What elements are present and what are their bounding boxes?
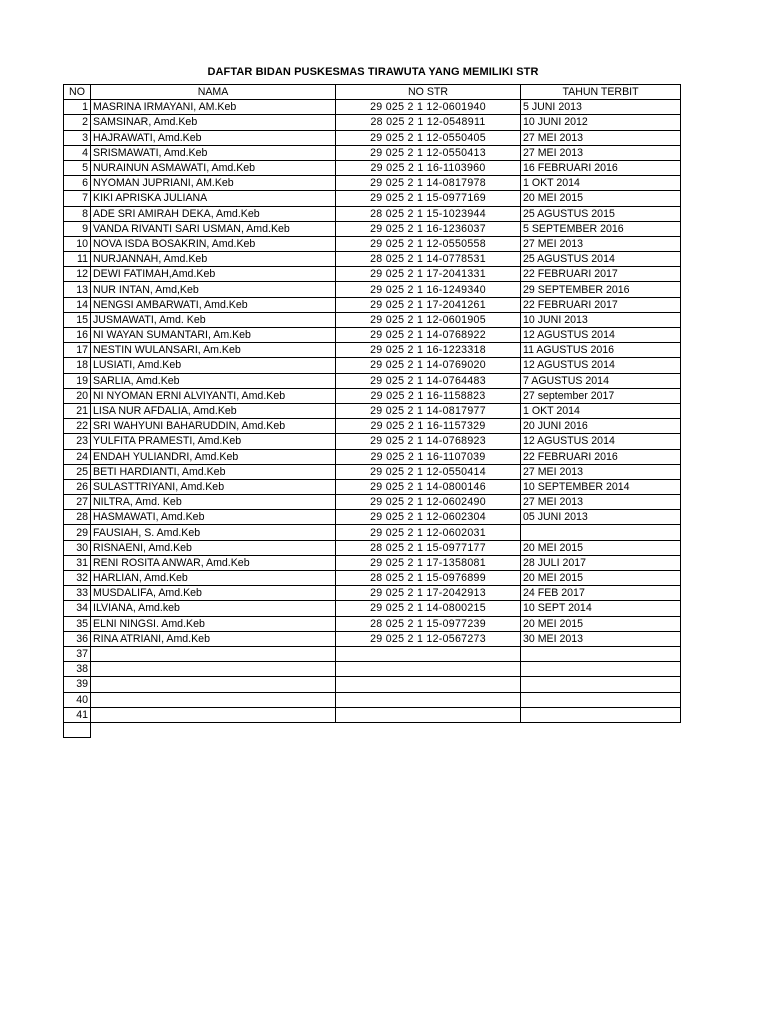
issue-date-cell: 20 MEI 2015 (521, 540, 681, 555)
issue-date-cell: 27 MEI 2013 (521, 236, 681, 251)
row-number: 8 (64, 206, 91, 221)
str-number-cell: 29 025 2 1 12-0550414 (336, 464, 521, 479)
row-number: 28 (64, 510, 91, 525)
table-row (64, 236, 681, 251)
issue-date-cell: 10 SEPTEMBER 2014 (521, 479, 681, 494)
name-cell (91, 692, 336, 707)
table-row (64, 115, 681, 130)
header-no: NO (64, 85, 91, 100)
str-number-cell: 29 025 2 1 12-0602031 (336, 525, 521, 540)
issue-date-cell: 12 AGUSTUS 2014 (521, 358, 681, 373)
table-row (64, 646, 681, 661)
table-row (64, 434, 681, 449)
header-no-str: NO STR (336, 85, 521, 100)
issue-date-cell: 29 SEPTEMBER 2016 (521, 282, 681, 297)
str-number-cell: 29 025 2 1 12-0550405 (336, 130, 521, 145)
issue-date-cell (521, 707, 681, 722)
table-row (64, 616, 681, 631)
row-number: 14 (64, 297, 91, 312)
table-row (64, 510, 681, 525)
name-cell: KIKI APRISKA JULIANA (91, 191, 336, 206)
name-cell: JUSMAWATI, Amd. Keb (91, 312, 336, 327)
row-number: 40 (64, 692, 91, 707)
row-number: 35 (64, 616, 91, 631)
table-row (64, 343, 681, 358)
str-number-cell: 28 025 2 1 15-0976899 (336, 571, 521, 586)
name-cell: NURAINUN ASMAWATI, Amd.Keb (91, 160, 336, 175)
issue-date-cell: 16 FEBRUARI 2016 (521, 160, 681, 175)
row-number: 21 (64, 403, 91, 418)
str-number-cell: 29 025 2 1 17-2041331 (336, 267, 521, 282)
issue-date-cell: 27 MEI 2013 (521, 130, 681, 145)
row-number: 18 (64, 358, 91, 373)
row-number: 15 (64, 312, 91, 327)
issue-date-cell: 11 AGUSTUS 2016 (521, 343, 681, 358)
row-number: 3 (64, 130, 91, 145)
issue-date-cell: 10 JUNI 2013 (521, 312, 681, 327)
table-row (64, 495, 681, 510)
str-number-cell: 29 025 2 1 12-0601940 (336, 100, 521, 115)
issue-date-cell: 7 AGUSTUS 2014 (521, 373, 681, 388)
row-number: 33 (64, 586, 91, 601)
table-row (64, 555, 681, 570)
issue-date-cell (521, 692, 681, 707)
row-number: 25 (64, 464, 91, 479)
str-number-cell: 28 025 2 1 12-0548911 (336, 115, 521, 130)
row-number: 20 (64, 388, 91, 403)
str-number-cell: 29 025 2 1 17-2041261 (336, 297, 521, 312)
issue-date-cell (521, 677, 681, 692)
str-number-cell: 29 025 2 1 12-0602304 (336, 510, 521, 525)
name-cell: NENGSI AMBARWATI, Amd.Keb (91, 297, 336, 312)
name-cell: NURJANNAH, Amd.Keb (91, 252, 336, 267)
issue-date-cell: 22 FEBRUARI 2016 (521, 449, 681, 464)
name-cell: HAJRAWATI, Amd.Keb (91, 130, 336, 145)
str-number-cell: 29 025 2 1 15-0977169 (336, 191, 521, 206)
issue-date-cell (521, 646, 681, 661)
issue-date-cell: 30 MEI 2013 (521, 631, 681, 646)
name-cell: RINA ATRIANI, Amd.Keb (91, 631, 336, 646)
issue-date-cell: 25 AGUSTUS 2015 (521, 206, 681, 221)
name-cell: NUR INTAN, Amd,Keb (91, 282, 336, 297)
table-row (64, 297, 681, 312)
issue-date-cell: 5 SEPTEMBER 2016 (521, 221, 681, 236)
table-row (64, 160, 681, 175)
str-number-cell: 29 025 2 1 16-1249340 (336, 282, 521, 297)
table-row (64, 100, 681, 115)
name-cell: ENDAH YULIANDRI, Amd.Keb (91, 449, 336, 464)
row-number: 30 (64, 540, 91, 555)
issue-date-cell: 10 JUNI 2012 (521, 115, 681, 130)
row-number-empty (64, 722, 91, 737)
str-number-cell: 28 025 2 1 15-1023944 (336, 206, 521, 221)
name-cell: RENI ROSITA ANWAR, Amd.Keb (91, 555, 336, 570)
str-number-cell: 29 025 2 1 16-1107039 (336, 449, 521, 464)
name-cell: RISNAENI, Amd.Keb (91, 540, 336, 555)
name-cell: LISA NUR AFDALIA, Amd.Keb (91, 403, 336, 418)
issue-date-cell: 12 AGUSTUS 2014 (521, 328, 681, 343)
header-tahun-terbit: TAHUN TERBIT (521, 85, 681, 100)
table-row (64, 525, 681, 540)
str-number-cell: 29 025 2 1 14-0769020 (336, 358, 521, 373)
str-number-cell: 29 025 2 1 14-0817978 (336, 176, 521, 191)
name-cell (91, 677, 336, 692)
table-row (64, 692, 681, 707)
name-cell: ILVIANA, Amd.keb (91, 601, 336, 616)
bidan-table (63, 84, 681, 738)
issue-date-cell: 12 AGUSTUS 2014 (521, 434, 681, 449)
table-row (64, 267, 681, 282)
str-number-cell: 29 025 2 1 12-0567273 (336, 631, 521, 646)
issue-date-cell: 28 JULI 2017 (521, 555, 681, 570)
issue-date-cell: 24 FEB 2017 (521, 586, 681, 601)
table-row (64, 479, 681, 494)
page-title: DAFTAR BIDAN PUSKESMAS TIRAWUTA YANG MEMILIKI STR (207, 66, 539, 78)
name-cell: NOVA ISDA BOSAKRIN, Amd.Keb (91, 236, 336, 251)
row-number: 37 (64, 646, 91, 661)
name-cell (91, 662, 336, 677)
str-number-cell: 29 025 2 1 14-0764483 (336, 373, 521, 388)
str-number-cell: 29 025 2 1 16-1236037 (336, 221, 521, 236)
name-cell: MASRINA IRMAYANI, AM.Keb (91, 100, 336, 115)
row-number: 2 (64, 115, 91, 130)
name-cell: NESTIN WULANSARI, Am.Keb (91, 343, 336, 358)
row-number: 23 (64, 434, 91, 449)
name-cell (91, 707, 336, 722)
blank-cell (91, 722, 336, 737)
str-number-cell: 29 025 2 1 14-0768923 (336, 434, 521, 449)
table-row (64, 358, 681, 373)
table-row (64, 464, 681, 479)
row-number: 9 (64, 221, 91, 236)
name-cell: NYOMAN JUPRIANI, AM.Keb (91, 176, 336, 191)
table-row (64, 312, 681, 327)
table-row (64, 631, 681, 646)
str-number-cell (336, 707, 521, 722)
table-row (64, 403, 681, 418)
name-cell: NILTRA, Amd. Keb (91, 495, 336, 510)
issue-date-cell (521, 525, 681, 540)
header-nama: NAMA (91, 85, 336, 100)
table-row (64, 221, 681, 236)
row-number: 26 (64, 479, 91, 494)
str-number-cell: 29 025 2 1 12-0550413 (336, 145, 521, 160)
row-number: 24 (64, 449, 91, 464)
name-cell: BETI HARDIANTI, Amd.Keb (91, 464, 336, 479)
issue-date-cell: 27 MEI 2013 (521, 464, 681, 479)
issue-date-cell: 22 FEBRUARI 2017 (521, 297, 681, 312)
row-number: 38 (64, 662, 91, 677)
table-row (64, 419, 681, 434)
str-number-cell: 29 025 2 1 16-1158823 (336, 388, 521, 403)
row-number: 11 (64, 252, 91, 267)
issue-date-cell: 27 MEI 2013 (521, 495, 681, 510)
row-number: 34 (64, 601, 91, 616)
table-header-row (64, 85, 681, 100)
str-number-cell: 29 025 2 1 14-0800215 (336, 601, 521, 616)
table-row (64, 176, 681, 191)
str-number-cell: 29 025 2 1 12-0550558 (336, 236, 521, 251)
issue-date-cell: 5 JUNI 2013 (521, 100, 681, 115)
str-number-cell: 29 025 2 1 17-1358081 (336, 555, 521, 570)
row-number: 4 (64, 145, 91, 160)
row-number: 12 (64, 267, 91, 282)
str-number-cell: 29 025 2 1 14-0817977 (336, 403, 521, 418)
table-row (64, 586, 681, 601)
str-number-cell: 29 025 2 1 12-0601905 (336, 312, 521, 327)
issue-date-cell (521, 662, 681, 677)
str-number-cell (336, 677, 521, 692)
row-number: 19 (64, 373, 91, 388)
name-cell: SARLIA, Amd.Keb (91, 373, 336, 388)
issue-date-cell: 20 MEI 2015 (521, 616, 681, 631)
table-row (64, 571, 681, 586)
table-row (64, 662, 681, 677)
name-cell: YULFITA PRAMESTI, Amd.Keb (91, 434, 336, 449)
blank-cell (336, 722, 521, 737)
str-number-cell (336, 646, 521, 661)
str-number-cell: 29 025 2 1 16-1157329 (336, 419, 521, 434)
row-number: 5 (64, 160, 91, 175)
table-row (64, 130, 681, 145)
table-row (64, 373, 681, 388)
str-number-cell: 28 025 2 1 15-0977177 (336, 540, 521, 555)
row-number: 7 (64, 191, 91, 206)
name-cell: ELNI NINGSI. Amd.Keb (91, 616, 336, 631)
name-cell: SRI WAHYUNI BAHARUDDIN, Amd.Keb (91, 419, 336, 434)
table-row (64, 191, 681, 206)
name-cell: SULASTTRIYANI, Amd.Keb (91, 479, 336, 494)
table-row (64, 601, 681, 616)
str-number-cell (336, 692, 521, 707)
table-row (64, 206, 681, 221)
name-cell: MUSDALIFA, Amd.Keb (91, 586, 336, 601)
str-number-cell: 29 025 2 1 17-2042913 (336, 586, 521, 601)
row-number: 39 (64, 677, 91, 692)
table-row (64, 707, 681, 722)
row-number: 29 (64, 525, 91, 540)
str-number-cell: 29 025 2 1 14-0800146 (336, 479, 521, 494)
table-body (64, 100, 681, 738)
issue-date-cell: 05 JUNI 2013 (521, 510, 681, 525)
str-number-cell: 29 025 2 1 14-0768922 (336, 328, 521, 343)
row-number: 22 (64, 419, 91, 434)
name-cell: HASMAWATI, Amd.Keb (91, 510, 336, 525)
str-number-cell: 29 025 2 1 16-1103960 (336, 160, 521, 175)
row-number: 16 (64, 328, 91, 343)
blank-cell (521, 722, 681, 737)
row-number: 10 (64, 236, 91, 251)
issue-date-cell: 27 september 2017 (521, 388, 681, 403)
str-number-cell: 29 025 2 1 16-1223318 (336, 343, 521, 358)
issue-date-cell: 1 OKT 2014 (521, 176, 681, 191)
name-cell: DEWI FATIMAH,Amd.Keb (91, 267, 336, 282)
table-row (64, 145, 681, 160)
issue-date-cell: 25 AGUSTUS 2014 (521, 252, 681, 267)
row-number: 31 (64, 555, 91, 570)
name-cell (91, 646, 336, 661)
name-cell: VANDA RIVANTI SARI USMAN, Amd.Keb (91, 221, 336, 236)
row-number: 27 (64, 495, 91, 510)
name-cell: SAMSINAR, Amd.Keb (91, 115, 336, 130)
table-row (64, 449, 681, 464)
table-row (64, 282, 681, 297)
table-row-empty (64, 722, 681, 737)
name-cell: ADE SRI AMIRAH DEKA, Amd.Keb (91, 206, 336, 221)
name-cell: LUSIATI, Amd.Keb (91, 358, 336, 373)
row-number: 32 (64, 571, 91, 586)
name-cell: HARLIAN, Amd.Keb (91, 571, 336, 586)
row-number: 1 (64, 100, 91, 115)
row-number: 13 (64, 282, 91, 297)
name-cell: NI NYOMAN ERNI ALVIYANTI, Amd.Keb (91, 388, 336, 403)
str-number-cell: 28 025 2 1 15-0977239 (336, 616, 521, 631)
str-number-cell (336, 662, 521, 677)
issue-date-cell: 20 MEI 2015 (521, 571, 681, 586)
str-number-cell: 28 025 2 1 14-0778531 (336, 252, 521, 267)
row-number: 41 (64, 707, 91, 722)
row-number: 36 (64, 631, 91, 646)
issue-date-cell: 27 MEI 2013 (521, 145, 681, 160)
name-cell: FAUSIAH, S. Amd.Keb (91, 525, 336, 540)
row-number: 17 (64, 343, 91, 358)
issue-date-cell: 10 SEPT 2014 (521, 601, 681, 616)
table-row (64, 388, 681, 403)
table-row (64, 252, 681, 267)
issue-date-cell: 20 MEI 2015 (521, 191, 681, 206)
table-row (64, 328, 681, 343)
name-cell: NI WAYAN SUMANTARI, Am.Keb (91, 328, 336, 343)
row-number: 6 (64, 176, 91, 191)
issue-date-cell: 1 OKT 2014 (521, 403, 681, 418)
issue-date-cell: 22 FEBRUARI 2017 (521, 267, 681, 282)
table-row (64, 540, 681, 555)
name-cell: SRISMAWATI, Amd.Keb (91, 145, 336, 160)
table-row (64, 677, 681, 692)
issue-date-cell: 20 JUNI 2016 (521, 419, 681, 434)
str-number-cell: 29 025 2 1 12-0602490 (336, 495, 521, 510)
